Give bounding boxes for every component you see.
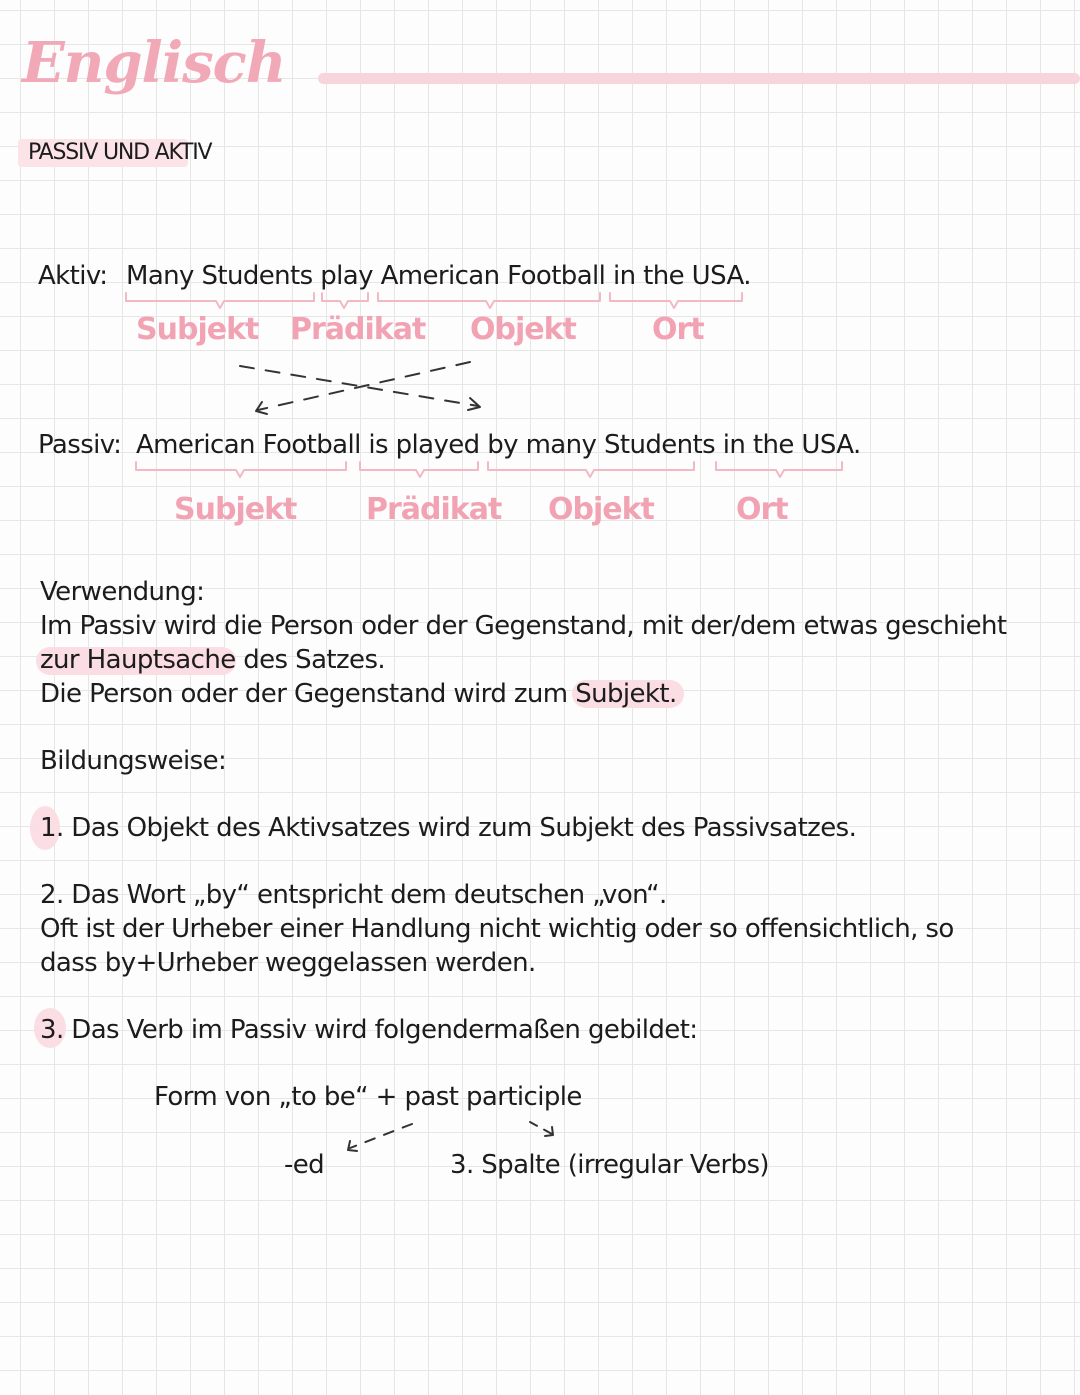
passiv-sentence: American Football is played by many Students in the USA. [136,430,861,460]
ending-irregular: 3. Spalte (irregular Verbs) [450,1150,769,1180]
arrow-objekt-to-subjekt [258,362,470,410]
arrow-subjekt-to-objekt-head [468,398,480,410]
passiv-tag-ort: Ort [736,492,788,527]
aktiv-tag-objekt: Objekt [470,312,576,347]
page-title: Englisch [22,30,286,96]
passiv-tag-praedikat: Prädikat [366,492,502,527]
page-subtitle: PASSIV UND AKTIV [28,140,212,165]
passiv-label: Passiv: [38,430,122,460]
aktiv-label: Aktiv: [38,261,108,291]
step-2-line-2: Oft ist der Urheber einer Handlung nicht wichtig oder so offensichtlich, so [40,914,954,944]
verwendung-highlight-text: zur Hauptsache [40,645,236,675]
passiv-bracket-subjekt [136,462,346,477]
aktiv-bracket-subjekt [126,293,314,308]
aktiv-bracket-ort [610,293,742,308]
passiv-bracket-objekt [488,462,694,477]
verwendung-heading: Verwendung: [40,577,205,607]
verwendung-subjekt-text: Subjekt. [575,679,677,709]
aktiv-bracket-objekt [378,293,600,308]
passiv-bracket-praedikat [360,462,478,477]
passive-formula: Form von „to be“ + past participle [154,1082,582,1112]
step-1: 1. Das Objekt des Aktivsatzes wird zum Subjekt des Passivsatzes. [40,813,857,843]
verwendung-line-3-start: Die Person oder der Gegenstand wird zum [40,679,576,709]
passiv-tag-objekt: Objekt [548,492,654,527]
aktiv-sentence: Many Students play American Football in the USA. [126,261,751,291]
verwendung-line-2-rest: des Satzes. [235,645,386,675]
arrow-to-spalte [530,1122,552,1134]
aktiv-tag-ort: Ort [652,312,704,347]
ending-regular: -ed [284,1150,325,1180]
bildungsweise-heading: Bildungsweise: [40,746,227,776]
step-2-line-3: dass by+Urheber weggelassen werden. [40,948,536,978]
passiv-tag-subjekt: Subjekt [174,492,297,527]
arrow-subjekt-to-objekt [240,366,478,406]
passiv-bracket-ort [716,462,842,477]
verwendung-line-1: Im Passiv wird die Person oder der Gegenstand, mit der/dem etwas geschieht [40,611,1007,641]
aktiv-bracket-praedikat [322,293,368,308]
step-2-line-1: 2. Das Wort „by“ entspricht dem deutschen „von“. [40,880,667,910]
aktiv-tag-praedikat: Prädikat [290,312,426,347]
aktiv-tag-subjekt: Subjekt [136,312,259,347]
arrow-to-ed [350,1124,412,1148]
step-3: 3. Das Verb im Passiv wird folgendermaßen gebildet: [40,1015,698,1045]
